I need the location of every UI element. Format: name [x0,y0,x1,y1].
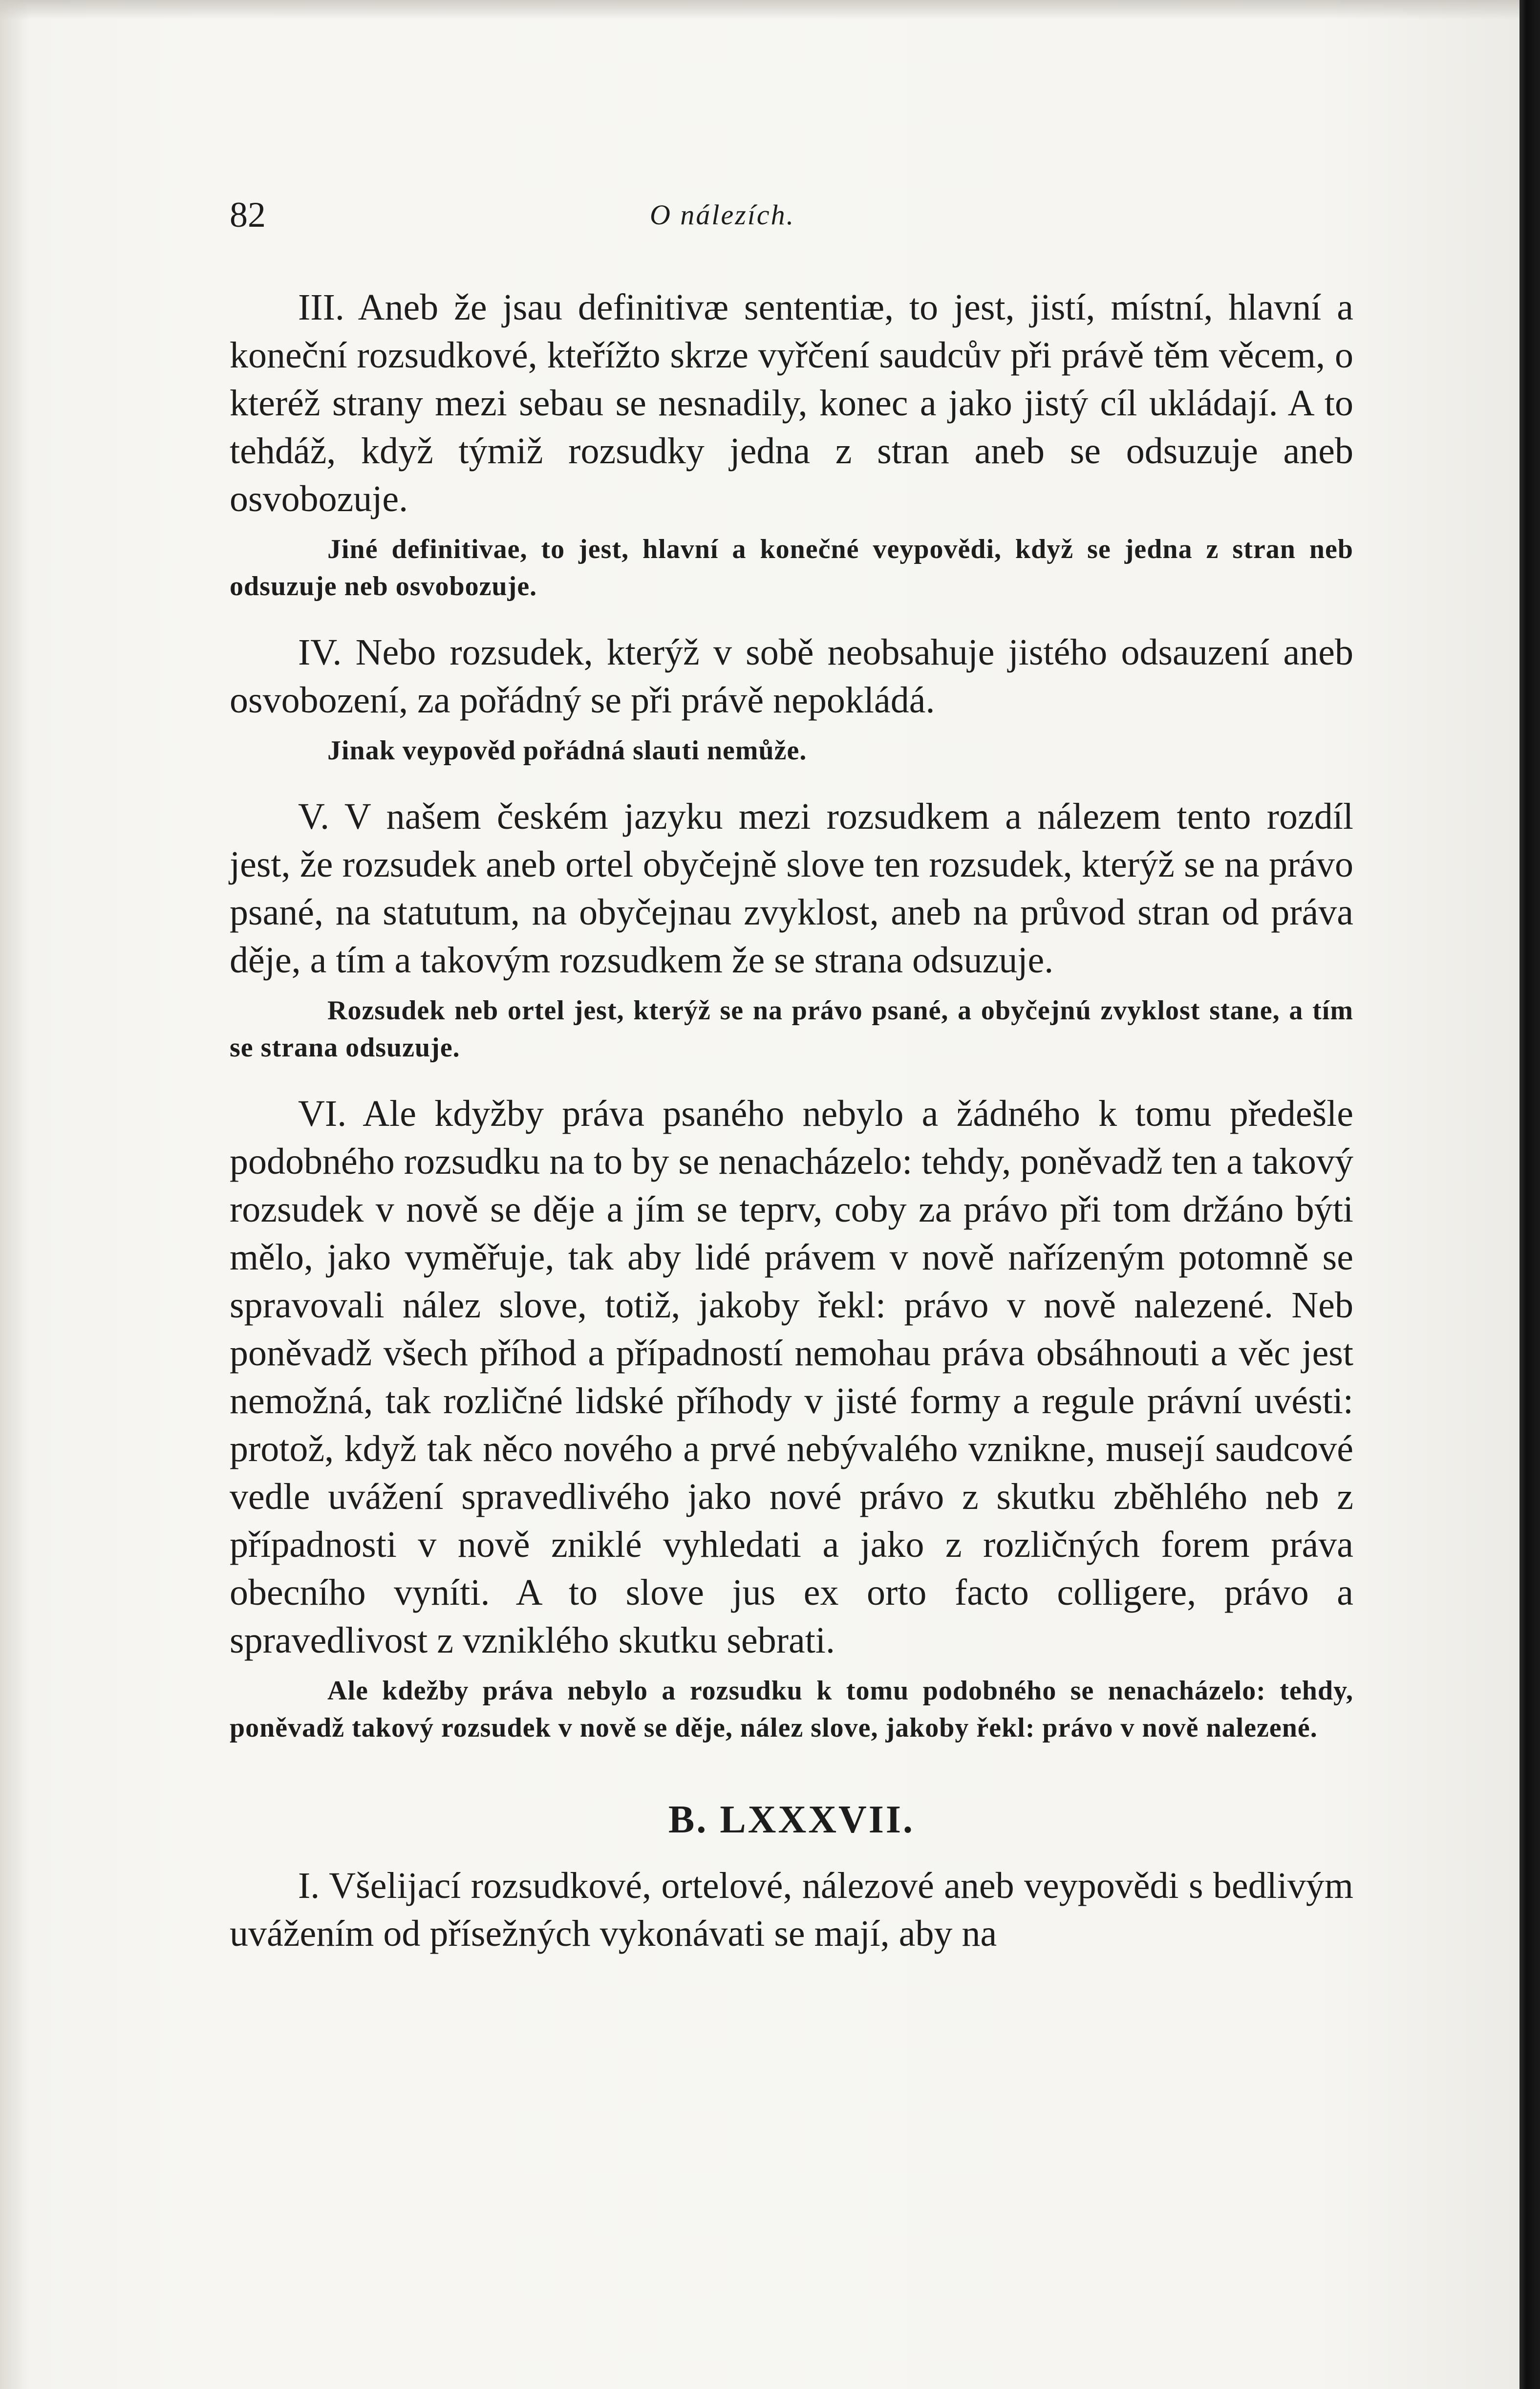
paragraph-text: Nebo rozsudek, kterýž v sobě neobsahuje jistého odsauzení aneb osvobození, za pořádný se při právě nepokládá. [230,632,1353,721]
scan-right-edge [1519,0,1540,2389]
paragraph-v [230,793,1353,984]
note-iv: Jinak veypověd pořádná slauti nemůže. [327,735,807,766]
page-top-shadow [0,0,1519,20]
paragraph-vi [230,1090,1353,1664]
paragraph-text: Ale kdyžby práva psaného nebylo a žádného k tomu předešle podobného rozsudku na to by se nenacházelo: tehdy, poněvadž ten a takový rozsudek v nově se děje a jím se teprv, coby za právo při tom držáno býti mělo, jako vyměřuje, tak aby lidé právem v nově nařízeným potomně se spravovali nález slove, totiž, jakoby řekl: právo v nově nalezené. Neb poněvadž všech příhod a případností nemohau práva obsáhnouti a věc jest nemožná, tak rozličné lidské příhody v jisté formy a regule právní uvésti: protož, když tak něco nového a prvé nebývalého vznikne, musejí saudcové vedle uvážení spravedlivého jako nové právo z skutku zběhlého neb z případnosti v nově zniklé vyhledati a jako z rozličných forem práva obecního vyníti. A to slove jus ex orto facto colligere, právo a spravedlivost z vzniklého skutku sebrati. [230,1093,1353,1661]
paragraph-number: VI. [298,1093,347,1134]
section-heading: B. LXXXVII. [668,1798,915,1841]
page-body [230,283,1353,1965]
paragraph-i [230,1862,1353,1958]
paragraph-number: III. [298,287,344,328]
page-number: 82 [230,195,266,235]
paragraph-iv [230,628,1353,724]
note-iii: Jiné definitivae, to jest, hlavní a konečné veypovědi, když se jedna z stran neb odsuzuje neb osvobozuje. [230,534,1353,602]
note-v: Rozsudek neb ortel jest, kterýž se na právo psané, a obyčejnú zvyklost stane, a tím se strana odsuzuje. [230,995,1353,1063]
paragraph-number: I. [298,1865,320,1906]
paragraph-iii [230,283,1353,523]
page-header [230,186,1353,244]
paragraph-number: IV. [298,632,342,673]
paragraph-text: V našem českém jazyku mezi rozsudkem a nálezem tento rozdíl jest, že rozsudek aneb ortel obyčejně slove ten rozsudek, kterýž se na právo psané, na statutum, na obyčejnau zvyklost, aneb na průvod stran od práva děje, a tím a takovým rozsudkem že se strana odsuzuje. [230,796,1353,981]
paragraph-text: Všelijací rozsudkové, ortelové, nálezové aneb veypovědi s bedlivým uvážením od přísežných vykonávati se mají, aby na [230,1865,1353,1954]
running-title: O nálezích. [650,199,795,231]
note-vi: Ale kdežby práva nebylo a rozsudku k tomu podobného se nenacházelo: tehdy, poněvadž takový rozsudek v nově se děje, nález slove, jakoby řekl: právo v nově nalezené. [230,1676,1353,1743]
paragraph-number: V. [298,796,330,837]
paragraph-text: Aneb že jsau definitivæ sententiæ, to jest, jistí, místní, hlavní a koneční rozsudkové, kteřížto skrze vyřčení saudcův při právě těm věcem, o kteréž strany mezi sebau se nesnadily, konec a jako jistý cíl ukládají. A to tehdáž, když týmiž rozsudky jedna z stran aneb se odsuzuje aneb osvobozuje. [230,287,1354,519]
